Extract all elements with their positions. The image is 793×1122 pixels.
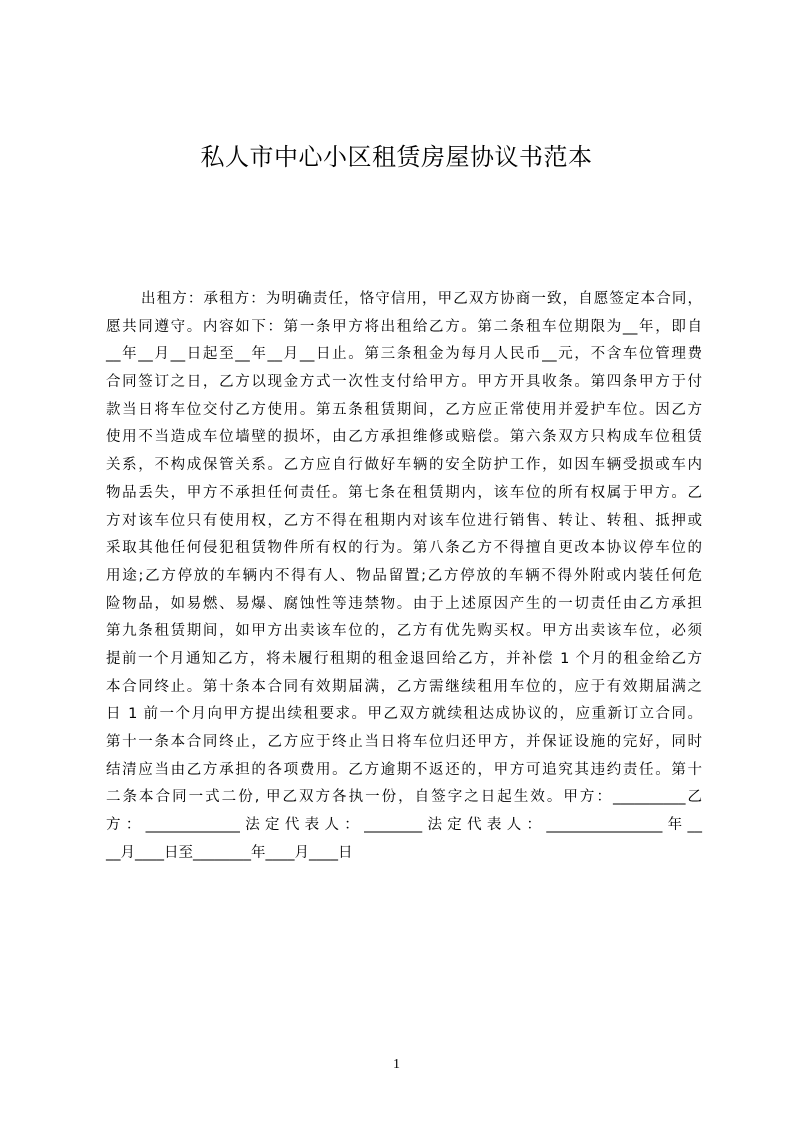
body-line: 第九条租赁期间，如甲方出卖该车位的，乙方有优先购买权。甲方出卖该车位，必须 — [106, 623, 702, 640]
body-line: 出租方：承租方：为明确责任，恪守信用，甲乙双方协商一致，自愿签定本合同， — [141, 291, 702, 307]
document-title: 私人市中心小区租赁房屋协议书范本 — [200, 143, 593, 171]
body-line: __月____日至________年____月____日 — [106, 844, 353, 861]
body-line: 结清应当由乙方承担的各项费用。乙方逾期不返还的，甲方可追究其违约责任。第十 — [106, 761, 702, 778]
body-line: 方：_____________法定代表人：________法定代表人：________________年__ — [106, 817, 702, 834]
body-line: 物品丢失，甲方不承担任何责任。第七条在租赁期内，该车位的所有权属于甲方。乙 — [106, 484, 702, 501]
body-line: 本合同终止。第十条本合同有效期届满，乙方需继续租用车位的，应于有效期届满之 — [106, 678, 702, 695]
body-line: 险物品，如易燃、易爆、腐蚀性等违禁物。由于上述原因产生的一切责任由乙方承担 — [106, 595, 702, 612]
page-number: 1 — [393, 1057, 400, 1072]
body-line: 日 1 前一个月向甲方提出续租要求。甲乙双方就续租达成协议的，应重新订立合同。 — [106, 706, 702, 723]
body-line: 提前一个月通知乙方，将未履行租期的租金退回给乙方，并补偿 1 个月的租金给乙方 — [106, 650, 702, 667]
body-line: 关系，不构成保管关系。乙方应自行做好车辆的安全防护工作，如因车辆受损或车内 — [106, 457, 702, 474]
body-line: 愿共同遵守。内容如下：第一条甲方将出租给乙方。第二条租车位期限为__年，即自 — [106, 318, 702, 335]
body-line: 第十一条本合同终止，乙方应于终止当日将车位归还甲方，并保证设施的完好，同时 — [106, 734, 702, 750]
body-line: 使用不当造成车位墙壁的损坏，由乙方承担维修或赔偿。第六条双方只构成车位租赁 — [106, 429, 702, 446]
body-line: 方对该车位只有使用权，乙方不得在租期内对该车位进行销售、转让、转租、抵押或 — [106, 512, 702, 529]
agreement-body — [106, 286, 702, 867]
body-line: 用途;乙方停放的车辆内不得有人、物品留置;乙方停放的车辆不得外附或内装任何危 — [106, 567, 702, 584]
body-line: 款当日将车位交付乙方使用。第五条租赁期间，乙方应正常使用并爱护车位。因乙方 — [106, 401, 702, 418]
body-line: 合同签订之日，乙方以现金方式一次性支付给甲方。甲方开具收条。第四条甲方于付 — [106, 374, 702, 391]
body-line: __年__月__日起至__年__月__日止。第三条租金为每月人民币__元，不含车位管理费 — [106, 346, 702, 363]
body-line: 采取其他任何侵犯租赁物件所有权的行为。第八条乙方不得擅自更改本协议停车位的 — [106, 540, 702, 557]
body-line: 二条本合同一式二份, 甲乙双方各执一份，自签字之日起生效。甲方：__________乙 — [106, 789, 702, 806]
